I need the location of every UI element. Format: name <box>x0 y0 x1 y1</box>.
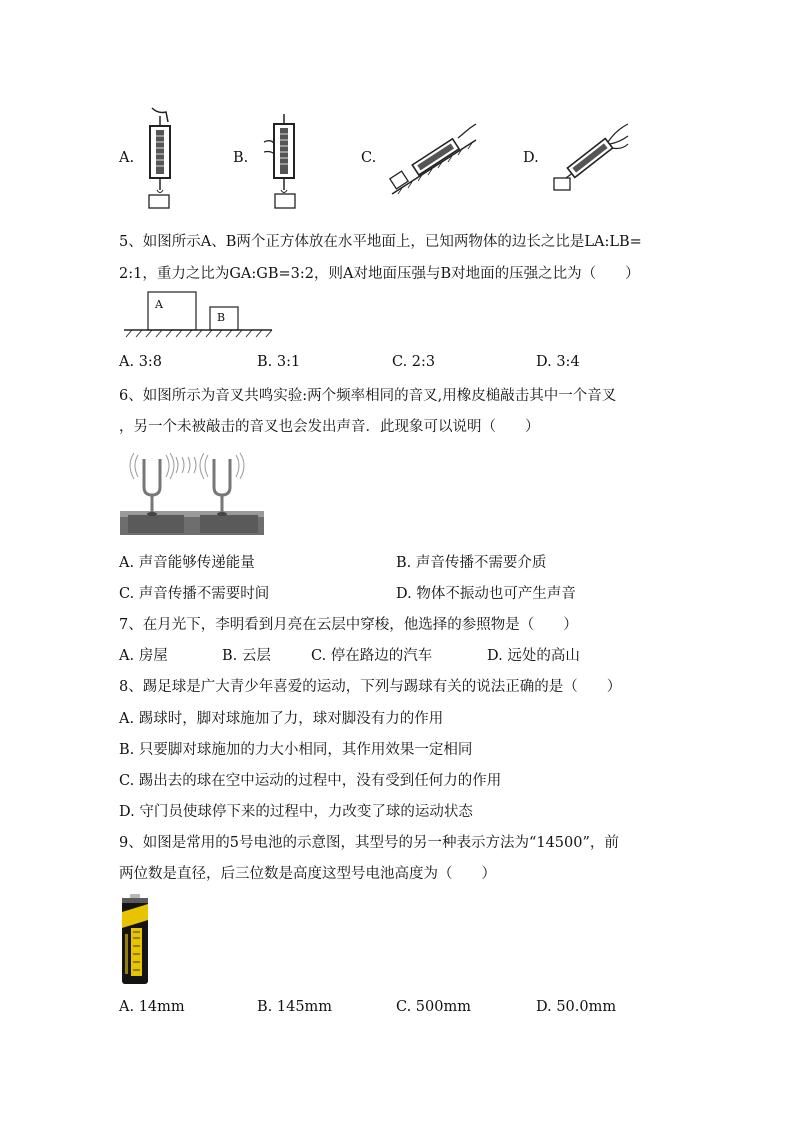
q6-option-c[interactable]: C. 声音传播不需要时间 <box>119 586 270 602</box>
q9-option-a[interactable]: A. 14mm <box>119 999 185 1015</box>
q4-figure-d-spring-balance-angled <box>552 120 632 196</box>
q6-figure-tuning-fork-photo <box>120 449 264 535</box>
q8-option-b[interactable]: B. 只要脚对球施加的力大小相同，其作用效果一定相同 <box>119 742 473 758</box>
q9-option-b[interactable]: B. 145mm <box>257 999 333 1015</box>
q6-stem-line2: ，另一个未被敲击的音叉也会发出声音．此现象可以说明（ ） <box>119 419 540 435</box>
q8-stem: 8、踢足球是广大青少年喜爱的运动，下列与踢球有关的说法正确的是（ ） <box>119 679 622 695</box>
q4-option-c-label[interactable]: C. <box>361 150 377 166</box>
q7-option-c[interactable]: C. 停在路边的汽车 <box>311 648 433 664</box>
q9-option-d[interactable]: D. 50.0mm <box>536 999 617 1015</box>
q4-option-d-label[interactable]: D. <box>523 150 539 166</box>
q6-stem-line1: 6、如图所示为音叉共鸣实验:两个频率相同的音叉,用橡皮槌敲击其中一个音叉 <box>119 388 617 404</box>
q7-option-b[interactable]: B. 云层 <box>222 648 271 664</box>
q7-option-a[interactable]: A. 房屋 <box>119 648 168 664</box>
q5-figure-two-cubes <box>122 290 274 338</box>
q4-option-b-label[interactable]: B. <box>233 150 249 166</box>
q9-option-c[interactable]: C. 500mm <box>396 999 471 1015</box>
q9-figure-aa-battery <box>119 894 151 986</box>
q5-option-c[interactable]: C. 2:3 <box>392 354 436 370</box>
q9-stem-line2: 两位数是直径，后三位数是高度这型号电池高度为（ ） <box>119 866 496 882</box>
q4-figure-a-spring-balance <box>140 106 180 212</box>
q5-stem-line1: 5、如图所示A、B两个正方体放在水平地面上，已知两物体的边长之比是LA:LB= <box>119 234 642 250</box>
q8-option-c[interactable]: C. 踢出去的球在空中运动的过程中，没有受到任何力的作用 <box>119 773 502 789</box>
q5-stem-line2: 2:1，重力之比为GA:GB=3:2，则A对地面压强与B对地面的压强之比为（ ） <box>119 266 640 282</box>
q5-cube-a-label: A <box>155 298 163 311</box>
q4-figure-c-spring-balance-incline <box>388 122 480 196</box>
q7-option-d[interactable]: D. 远处的高山 <box>487 648 580 664</box>
q4-option-a-label[interactable]: A. <box>119 150 135 166</box>
q7-stem: 7、在月光下，李明看到月亮在云层中穿梭，他选择的参照物是（ ） <box>119 617 578 633</box>
q8-option-a[interactable]: A. 踢球时，脚对球施加了力，球对脚没有力的作用 <box>119 711 444 727</box>
q4-figure-b-spring-balance-inverted <box>262 112 302 212</box>
q5-option-b[interactable]: B. 3:1 <box>257 354 301 370</box>
q6-option-d[interactable]: D. 物体不振动也可产生声音 <box>396 586 576 602</box>
q5-option-d[interactable]: D. 3:4 <box>536 354 580 370</box>
q6-option-b[interactable]: B. 声音传播不需要介质 <box>396 555 547 571</box>
q5-option-a[interactable]: A. 3:8 <box>119 354 163 370</box>
q6-option-a[interactable]: A. 声音能够传递能量 <box>119 555 255 571</box>
q9-stem-line1: 9、如图是常用的5号电池的示意图，其型号的另一种表示方法为“14500”，前 <box>119 835 619 851</box>
q5-cube-b-label: B <box>217 311 226 324</box>
q8-option-d[interactable]: D. 守门员使球停下来的过程中，力改变了球的运动状态 <box>119 804 473 820</box>
